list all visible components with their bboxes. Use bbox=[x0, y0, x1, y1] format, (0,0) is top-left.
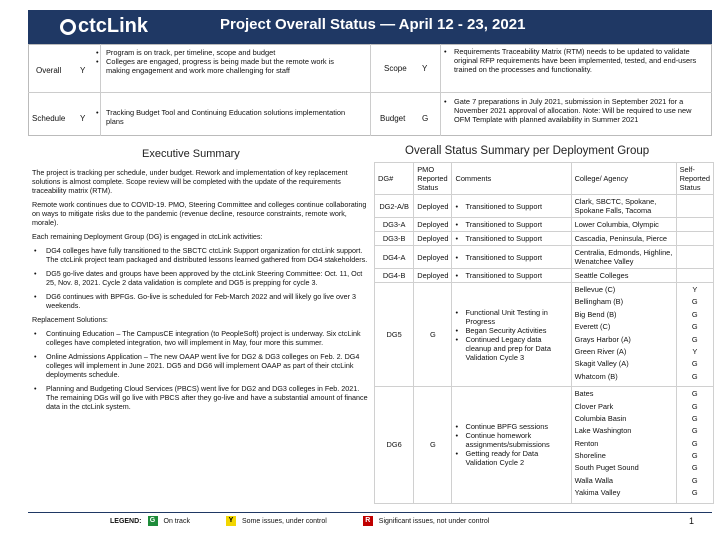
comment-item: • Continued Legacy data cleanup and prep for Data Validation Cycle 3 bbox=[455, 335, 567, 362]
dg-bullet-list bbox=[32, 246, 370, 310]
logo-ring-icon bbox=[60, 19, 76, 35]
comment-list bbox=[455, 422, 567, 467]
college-name: South Puget Sound bbox=[574, 463, 639, 473]
self-status-cell bbox=[676, 218, 713, 232]
page-title: Project Overall Status — April 12 - 23, 2021 bbox=[220, 16, 526, 33]
bullet: • Program is on track, per timeline, scope and budget bbox=[96, 48, 346, 57]
comments-cell bbox=[452, 387, 571, 504]
self-status-value: G bbox=[691, 426, 698, 436]
budget-label: Budget bbox=[380, 114, 406, 123]
college-name: Clover Park bbox=[574, 401, 614, 411]
bullet: • Colleges are engaged, progress is being made but the remote work is making engagement and work more challenging for staff bbox=[96, 57, 346, 75]
legend-yellow-text: Some issues, under control bbox=[241, 517, 327, 525]
college-name: Centralia, Edmonds, Highline, Wenatchee Valley bbox=[574, 248, 673, 266]
legend-green-text: On track bbox=[163, 517, 190, 525]
college-name: Grays Harbor (A) bbox=[574, 334, 631, 344]
schedule-label: Schedule bbox=[32, 114, 66, 123]
dg-cell: DG2-A/B bbox=[375, 195, 414, 218]
self-status-value: G bbox=[691, 322, 698, 332]
pmo-status-cell: Deployed bbox=[414, 269, 452, 283]
comment-item: • Continue BPFG sessions bbox=[455, 422, 567, 431]
bullet: • Requirements Traceability Matrix (RTM) needs to be updated to validate original RFP requirements have been implemented, tested, and end-users trained on the processes and functionality. bbox=[444, 47, 706, 74]
schedule-bullets bbox=[96, 108, 356, 126]
self-status-value: G bbox=[691, 488, 698, 498]
divider bbox=[370, 44, 371, 136]
comments-cell bbox=[452, 283, 571, 387]
college-name: Seattle Colleges bbox=[574, 271, 629, 280]
header-dg: DG# bbox=[375, 163, 414, 195]
scope-status: Y bbox=[422, 64, 428, 73]
legend-yellow-box: Y bbox=[226, 516, 236, 526]
college-name: Clark, SBCTC, Spokane, Spokane Falls, Tacoma bbox=[574, 197, 657, 215]
college-cell bbox=[571, 246, 676, 269]
footer-rule bbox=[28, 512, 712, 513]
exec-paragraph: The project is tracking per schedule, under budget. Rework and implementation of key replacement solutions is almost complete. Scope review will be completed with the update of the requirements traceability matrix (RTM). bbox=[32, 168, 348, 195]
bullet: • Tracking Budget Tool and Continuing Education solutions implementation plans bbox=[96, 108, 356, 126]
comment-item: • Transitioned to Support bbox=[455, 220, 567, 229]
self-status-value: G bbox=[691, 371, 698, 381]
exec-bullet: • Online Admissions Application – The new OAAP went live for DG2 & DG3 colleges on Feb. 2. DG4 colleges will implement in June 2021. DG5 and DG6 will implement OAAP as part of their ctcLink deployments schedule. bbox=[32, 352, 370, 379]
college-name: Walla Walla bbox=[574, 475, 614, 485]
exec-paragraph: Each remaining Deployment Group (DG) is engaged in ctcLink activities: bbox=[32, 232, 263, 241]
exec-bullet: • Planning and Budgeting Cloud Services (PBCS) went live for DG2 and DG3 colleges in Feb. 2021. The remaining DGs will go live with PBCS after they go-live and have a substantial amount of finance data in the ctcLink system. bbox=[32, 384, 370, 411]
legend bbox=[110, 516, 489, 526]
comment-item: • Transitioned to Support bbox=[455, 234, 567, 243]
comments-cell bbox=[452, 195, 571, 218]
deployment-status-table bbox=[374, 162, 714, 504]
comment-item: • Transitioned to Support bbox=[455, 202, 567, 211]
replacement-bullet-list bbox=[32, 329, 370, 411]
bullet: • Gate 7 preparations in July 2021, submission in September 2021 for a November 2021 approval of allocation. Note: Will be required to use new OFM Template with planned availability in Summer 2021 bbox=[444, 97, 706, 124]
exec-bullet: • DG4 colleges have fully transitioned to the SBCTC ctcLink Support organization for ctcLink support. The ctcLink project team packaged and distributed lessons learned gathered from DG4 stakeholders. bbox=[32, 246, 370, 264]
self-status-value: G bbox=[691, 359, 698, 369]
self-status-value: G bbox=[691, 438, 698, 448]
comment-list bbox=[455, 253, 567, 262]
comment-item: • Getting ready for Data Validation Cycle 2 bbox=[455, 449, 567, 467]
scope-bullets bbox=[444, 47, 706, 74]
college-cell bbox=[571, 195, 676, 218]
table-row bbox=[375, 246, 714, 269]
overall-label: Overall bbox=[36, 66, 62, 75]
dg-cell: DG3-A bbox=[375, 218, 414, 232]
executive-summary-body bbox=[32, 168, 370, 416]
college-cell bbox=[571, 232, 676, 246]
pmo-status-cell: Deployed bbox=[414, 195, 452, 218]
college-name: Green River (A) bbox=[574, 346, 627, 356]
comment-list bbox=[455, 234, 567, 243]
scope-label: Scope bbox=[384, 64, 407, 73]
college-name: Cascadia, Peninsula, Pierce bbox=[574, 234, 668, 243]
college-name: Lower Columbia, Olympic bbox=[574, 220, 659, 229]
self-status-value: G bbox=[691, 334, 698, 344]
college-name: Shoreline bbox=[574, 451, 606, 461]
budget-status: G bbox=[422, 114, 429, 123]
self-status-value: G bbox=[691, 401, 698, 411]
dg-cell: DG3-B bbox=[375, 232, 414, 246]
legend-green-box: G bbox=[148, 516, 158, 526]
self-status-cell bbox=[676, 269, 713, 283]
comment-item: • Transitioned to Support bbox=[455, 253, 567, 262]
self-status-value: G bbox=[691, 475, 698, 485]
exec-bullet: • DG5 go-live dates and groups have been approved by the ctcLink Steering Committee: Oct. 11, Oct 25, Nov. 8, 2021. Cycle 2 data validation is complete and DG5 is prepping for cycle 3. bbox=[32, 269, 370, 287]
table-row bbox=[375, 232, 714, 246]
pmo-status-cell: G bbox=[414, 283, 452, 387]
self-status-cell bbox=[676, 387, 713, 504]
comments-cell bbox=[452, 246, 571, 269]
college-cell bbox=[571, 218, 676, 232]
overall-status: Y bbox=[80, 66, 86, 75]
college-name: Renton bbox=[574, 438, 599, 448]
college-name: Yakima Valley bbox=[574, 488, 621, 498]
self-status-value: Y bbox=[692, 346, 698, 356]
executive-summary-title: Executive Summary bbox=[142, 148, 240, 160]
college-name: Skagit Valley (A) bbox=[574, 359, 629, 369]
dg-cell: DG4-A bbox=[375, 246, 414, 269]
comment-list bbox=[455, 220, 567, 229]
self-status-value: G bbox=[691, 413, 698, 423]
dg-cell: DG6 bbox=[375, 387, 414, 504]
college-name: Columbia Basin bbox=[574, 413, 627, 423]
divider bbox=[28, 92, 712, 93]
self-status-value: G bbox=[691, 297, 698, 307]
overall-bullets bbox=[96, 48, 346, 75]
pmo-status-cell: Deployed bbox=[414, 218, 452, 232]
dg-cell: DG4-B bbox=[375, 269, 414, 283]
comment-list bbox=[455, 308, 567, 362]
header-pmo: PMO Reported Status bbox=[414, 163, 452, 195]
pmo-status-cell: Deployed bbox=[414, 232, 452, 246]
ctclink-logo bbox=[60, 15, 148, 38]
self-status-value: Y bbox=[692, 285, 698, 294]
comment-list bbox=[455, 202, 567, 211]
legend-red-text: Significant issues, not under control bbox=[378, 517, 490, 525]
college-name: Bellingham (B) bbox=[574, 297, 624, 307]
header-self-status: Self-Reported Status bbox=[676, 163, 713, 195]
table-row bbox=[375, 387, 714, 504]
self-status-value: G bbox=[691, 451, 698, 461]
comment-item: • Continue homework assignments/submissions bbox=[455, 431, 567, 449]
college-name: Whatcom (B) bbox=[574, 371, 618, 381]
dg-cell: DG5 bbox=[375, 283, 414, 387]
budget-bullets bbox=[444, 97, 706, 124]
table-row bbox=[375, 195, 714, 218]
table-row bbox=[375, 218, 714, 232]
comments-cell bbox=[452, 218, 571, 232]
college-cell bbox=[571, 283, 676, 387]
divider bbox=[440, 44, 441, 136]
logo-text: ctcLink bbox=[78, 15, 149, 37]
college-name: Bates bbox=[574, 389, 594, 399]
self-status-cell bbox=[676, 195, 713, 218]
college-name: Lake Washington bbox=[574, 426, 632, 436]
self-status-cell bbox=[676, 283, 713, 387]
comments-cell bbox=[452, 232, 571, 246]
self-status-value: G bbox=[691, 463, 698, 473]
comment-item: • Began Security Activities bbox=[455, 326, 567, 335]
exec-paragraph: Remote work continues due to COVID-19. PMO, Steering Committee and colleges continue collaborating on ways to mitigate risks due to the pandemic (revenue decline, resource constraints, remote work, morale). bbox=[32, 200, 367, 227]
schedule-status: Y bbox=[80, 114, 86, 123]
college-name: Big Bend (B) bbox=[574, 309, 617, 319]
header-comments: Comments bbox=[452, 163, 571, 195]
pmo-status-cell: Deployed bbox=[414, 246, 452, 269]
exec-bullet: • DG6 continues with BPFGs. Go-live is scheduled for Feb-March 2022 and will likely go live over 3 weekends. bbox=[32, 292, 370, 310]
deployment-summary-title: Overall Status Summary per Deployment Group bbox=[405, 145, 650, 157]
comment-list bbox=[455, 271, 567, 280]
self-status-cell bbox=[676, 232, 713, 246]
comment-item: • Functional Unit Testing in Progress bbox=[455, 308, 567, 326]
legend-label: LEGEND: bbox=[110, 517, 142, 525]
table-row bbox=[375, 269, 714, 283]
exec-paragraph: Replacement Solutions: bbox=[32, 315, 108, 324]
self-status-value: G bbox=[691, 389, 698, 399]
pmo-status-cell: G bbox=[414, 387, 452, 504]
college-cell bbox=[571, 387, 676, 504]
college-cell bbox=[571, 269, 676, 283]
header-college: College/ Agency bbox=[571, 163, 676, 195]
page-number: 1 bbox=[688, 516, 694, 526]
college-name: Bellevue (C) bbox=[574, 285, 616, 294]
self-status-value: G bbox=[691, 309, 698, 319]
self-status-cell bbox=[676, 246, 713, 269]
comment-item: • Transitioned to Support bbox=[455, 271, 567, 280]
comments-cell bbox=[452, 269, 571, 283]
table-header-row bbox=[375, 163, 714, 195]
exec-bullet: • Continuing Education – The CampusCE integration (to PeopleSoft) project is underway. Six ctcLink colleges have completed integration, two will implement in May, four more this summer. bbox=[32, 329, 370, 347]
legend-red-box: R bbox=[363, 516, 373, 526]
table-row bbox=[375, 283, 714, 387]
college-name: Everett (C) bbox=[574, 322, 611, 332]
